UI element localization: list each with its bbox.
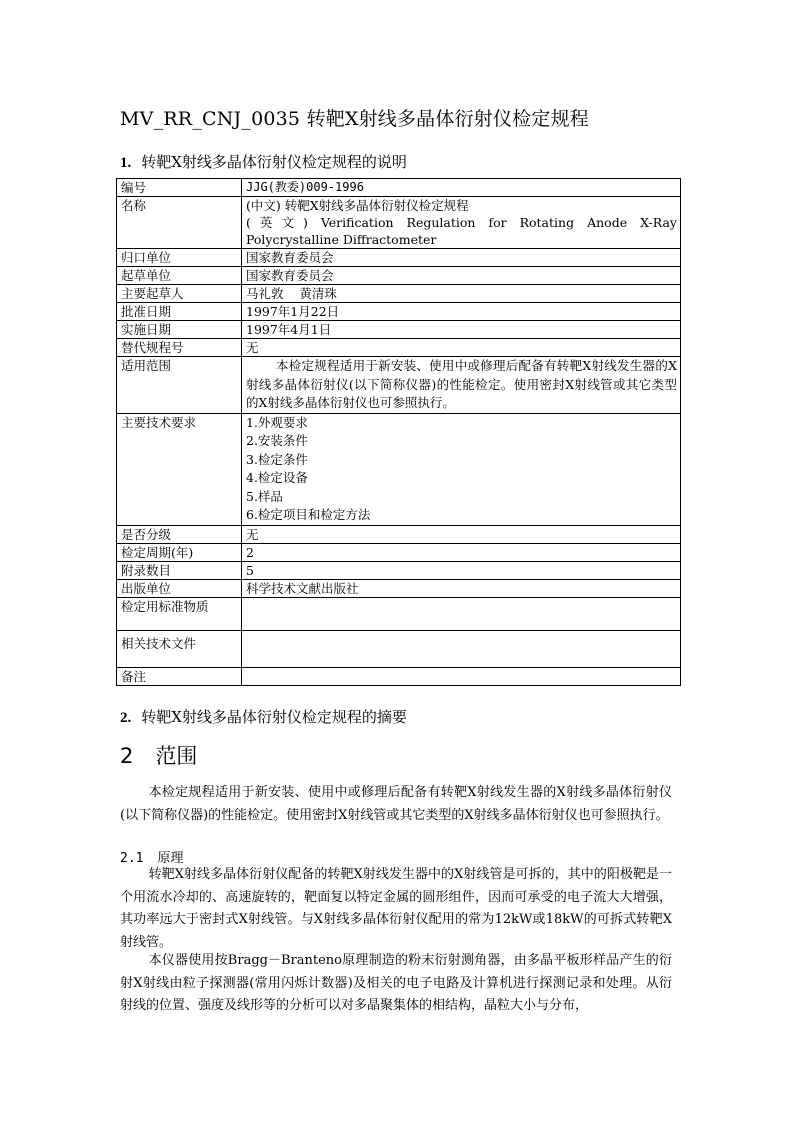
row-label-replaced: 替代规程号 — [117, 339, 242, 357]
section-1-title: 转靶X射线多晶体衍射仪检定规程的说明 — [141, 153, 407, 171]
scope-paragraph: 本检定规程适用于新安装、使用中或修理后配备有转靶X射线发生器的X射线多晶体衍射仪(以下简称仪器)的性能检定。使用密封X射线管或其它类型的X射线多晶体衍射仪也可参照执行。 — [120, 785, 672, 823]
row-label-period: 检定周期(年) — [117, 543, 242, 561]
row-value-remarks — [242, 667, 681, 685]
section-2-heading — [120, 706, 407, 727]
row-value-approval-date: 1997年1月22日 — [242, 303, 681, 321]
principle-title: 原理 — [157, 851, 184, 866]
row-label-appendix-count: 附录数目 — [117, 561, 242, 579]
section-1-number: 1. — [120, 155, 132, 171]
list-item: 6.检定项目和检定方法 — [246, 507, 371, 522]
list-item: 4.检定设备 — [246, 470, 308, 485]
table-row — [117, 197, 681, 249]
table-row — [117, 525, 681, 543]
scope-number: 2 — [120, 744, 134, 768]
name-english: (英文) Verification Regulation for Rotating Anode X-Ray Polycrystalline Diffractometer — [246, 215, 677, 247]
row-label-grading: 是否分级 — [117, 525, 242, 543]
section-2-title: 转靶X射线多晶体衍射仪检定规程的摘要 — [141, 708, 407, 726]
principle-number: 2.1 — [120, 851, 144, 866]
row-value-scope: 本检定规程适用于新安装、使用中或修理后配备有转靶X射线发生器的X射线多晶体衍射仪(以下简称仪器)的性能检定。使用密封X射线管或其它类型的X射线多晶体衍射仪也可参照执行。 — [242, 357, 681, 414]
name-chinese: (中文) 转靶X射线多晶体衍射仪检定规程 — [246, 198, 469, 213]
table-row — [117, 667, 681, 685]
section-1-heading — [120, 151, 407, 172]
row-value-period: 2 — [242, 543, 681, 561]
table-row — [117, 321, 681, 339]
row-label-effective-date: 实施日期 — [117, 321, 242, 339]
row-value-reference-material — [242, 597, 681, 630]
section-2-number: 2. — [120, 710, 132, 726]
list-item: 1.外观要求 — [246, 414, 308, 430]
table-row — [117, 561, 681, 579]
row-label-publisher: 出版单位 — [117, 579, 242, 597]
list-item: 5.样品 — [246, 488, 283, 504]
row-value-code: JJG(教委)009-1996 — [242, 179, 681, 197]
table-row — [117, 303, 681, 321]
table-row — [117, 597, 681, 630]
table-row — [117, 339, 681, 357]
row-label-related-docs: 相关技术文件 — [117, 630, 242, 667]
row-label-requirements: 主要技术要求 — [117, 413, 242, 525]
row-value-grading: 无 — [242, 525, 681, 543]
principle-paragraph-1: 转靶X射线多晶体衍射仪配备的转靶X射线发生器中的X射线管是可拆的，其中的阳极靶是一个用流水冷却的、高速旋转的，靶面复以特定金属的圆形组件，因而可承受的电子流大大增强，其功率远大于密封式X射线管。与X射线多晶体衍射仪配用的常为12kW或18kW的可拆式转靶X射线管。 — [120, 867, 672, 950]
row-value-publisher: 科学技术文献出版社 — [242, 579, 681, 597]
list-item: 3.检定条件 — [246, 451, 308, 467]
row-value-replaced: 无 — [242, 339, 681, 357]
row-value-appendix-count: 5 — [242, 561, 681, 579]
table-row — [117, 543, 681, 561]
row-label-drafters: 主要起草人 — [117, 285, 242, 303]
list-item: 2.安装条件 — [246, 433, 308, 448]
table-row — [117, 630, 681, 667]
table-row — [117, 357, 681, 414]
row-label-remarks: 备注 — [117, 667, 242, 685]
row-label-scope: 适用范围 — [117, 357, 242, 414]
row-value-authority: 国家教育委员会 — [242, 249, 681, 267]
row-label-reference-material: 检定用标准物质 — [117, 597, 242, 630]
row-value-name — [242, 197, 681, 249]
table-row — [117, 285, 681, 303]
row-label-drafting-unit: 起草单位 — [117, 267, 242, 285]
table-row — [117, 267, 681, 285]
page-title: MV_RR_CNJ_0035 转靶X射线多晶体衍射仪检定规程 — [120, 108, 589, 130]
specification-table — [116, 178, 681, 686]
row-label-code: 编号 — [117, 179, 242, 197]
table-row — [117, 579, 681, 597]
row-label-approval-date: 批准日期 — [117, 303, 242, 321]
row-label-authority: 归口单位 — [117, 249, 242, 267]
row-value-requirements — [242, 413, 681, 525]
table-row — [117, 179, 681, 197]
scope-title: 范围 — [155, 744, 198, 768]
row-value-effective-date: 1997年4月1日 — [242, 321, 681, 339]
row-value-drafting-unit: 国家教育委员会 — [242, 267, 681, 285]
row-value-drafters: 马礼敦 黄清珠 — [242, 285, 681, 303]
principle-paragraph-2: 本仪器使用按Bragg－Branteno原理制造的粉末衍射测角器，由多晶平板形样品产生的衍射X射线由粒子探测器(常用闪烁计数器)及相关的电子电路及计算机进行探测记录和处理。从衍射线的位置、强度及线形等的分析可以对多晶聚集体的相结构，晶粒大小与分布， — [120, 953, 672, 1013]
scope-heading — [120, 740, 197, 770]
row-value-related-docs — [242, 630, 681, 667]
table-row — [117, 249, 681, 267]
table-row — [117, 413, 681, 525]
row-label-name: 名称 — [117, 197, 242, 249]
